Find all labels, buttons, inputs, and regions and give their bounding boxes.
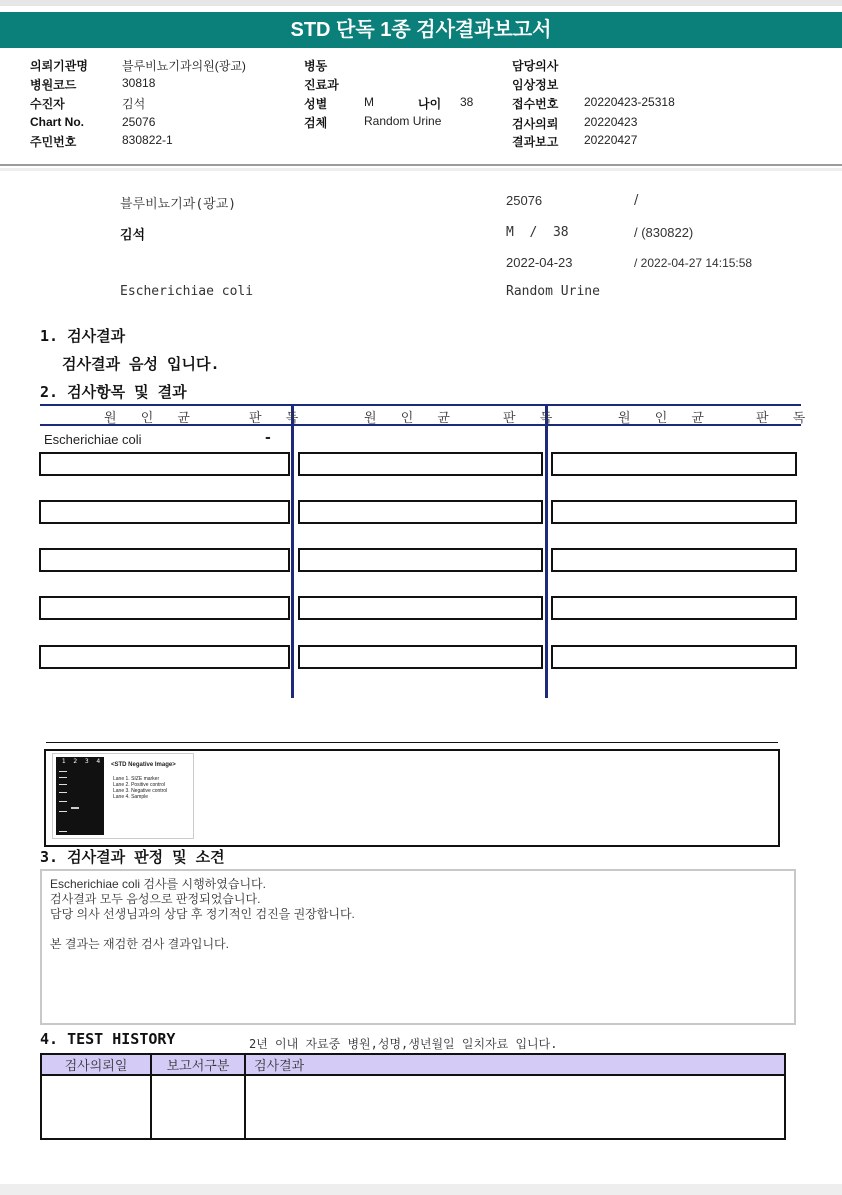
header-value: Random Urine	[364, 114, 442, 128]
image-panel-top-line	[46, 742, 778, 743]
header-value-age: 38	[460, 95, 474, 109]
bottom-edge-bar	[0, 1184, 842, 1195]
summary-request-date: 2022-04-23	[506, 255, 573, 270]
header-value: 김석	[122, 97, 146, 111]
summary-chart-no: 25076	[506, 193, 543, 208]
header-label: 진료과	[304, 78, 339, 92]
result-cell	[298, 645, 543, 669]
result-item-name: Escherichiae coli	[44, 432, 142, 447]
header-value: 830822-1	[122, 133, 173, 147]
header-label: 병원코드	[30, 78, 77, 92]
header-row-request-date	[512, 115, 812, 132]
result-cell	[298, 548, 543, 572]
results-grid-divider	[291, 404, 294, 698]
header-row-hospital-code	[30, 76, 330, 93]
gel-band	[59, 811, 67, 812]
summary-slash: /	[634, 193, 639, 208]
gel-band	[59, 771, 67, 772]
history-cell	[245, 1075, 785, 1139]
header-label: 주민번호	[30, 135, 77, 149]
results-grid-divider	[545, 404, 548, 698]
history-row	[41, 1075, 785, 1139]
summary-birth: / (830822)	[634, 225, 694, 240]
gel-lane-numbers	[58, 758, 104, 765]
col-header-judgement: 판 독	[503, 411, 563, 426]
result-cell	[551, 548, 797, 572]
result-cell	[39, 452, 290, 476]
header-label: 검체	[304, 116, 328, 130]
result-cell	[298, 500, 543, 524]
gel-lane-number: 4	[96, 758, 101, 765]
header-value: 블루비뇨기과의원(광교)	[122, 59, 246, 73]
header-label: 결과보고	[512, 135, 559, 149]
findings-line: Escherichiae coli 검사를 시행하였습니다.	[50, 877, 266, 891]
header-label: 검사의뢰	[512, 117, 559, 131]
section-1-result: 검사결과 음성 입니다.	[62, 355, 220, 373]
section-4-title: 4. TEST HISTORY	[40, 1030, 176, 1048]
result-cell	[298, 452, 543, 476]
gel-heading: <STD Negative Image>	[111, 762, 176, 768]
header-row-sex	[304, 95, 504, 112]
findings-text	[42, 871, 794, 958]
col-header-pathogen: 원 인 균	[364, 411, 460, 426]
header-row-ward	[304, 57, 504, 74]
findings-line: 담당 의사 선생님과의 상담 후 정기적인 검진을 권장합니다.	[50, 907, 355, 921]
result-cell	[39, 548, 290, 572]
header-value: 25076	[122, 115, 156, 129]
summary-report-datetime: / 2022-04-27 14:15:58	[634, 256, 753, 270]
gel-lane-label: Lane 1. SIZE marker	[113, 776, 160, 782]
history-table	[40, 1053, 786, 1140]
gel-band	[59, 801, 67, 802]
header-value: 20220423-25318	[584, 95, 675, 109]
col-header-judgement: 판 독	[756, 411, 816, 426]
gel-band	[59, 792, 67, 793]
header-divider-shadow	[0, 168, 842, 171]
header-row-department	[304, 76, 504, 93]
header-row-specimen	[304, 114, 504, 131]
gel-lanes-panel	[56, 757, 104, 835]
gel-lane-label: Lane 4. Sample	[113, 794, 149, 800]
header-row-clinical-info	[512, 76, 812, 93]
result-cell	[551, 500, 797, 524]
gel-lane-number: 2	[73, 758, 78, 765]
section-1-title: 1. 검사결과	[40, 327, 126, 345]
summary-hospital: 블루비뇨기과(광교)	[120, 197, 237, 212]
header-label: 병동	[304, 59, 328, 73]
section-3-title: 3. 검사결과 판정 및 소견	[40, 848, 225, 866]
findings-line	[50, 922, 786, 937]
result-cell	[551, 596, 797, 620]
summary-specimen: Random Urine	[506, 284, 600, 299]
gel-lane-number: 1	[61, 758, 66, 765]
history-cell	[151, 1075, 245, 1139]
history-col-result: 검사결과	[245, 1054, 785, 1075]
history-cell	[41, 1075, 151, 1139]
header-label-age: 나이	[418, 97, 442, 111]
header-label: 접수번호	[512, 97, 559, 111]
history-col-report-type: 보고서구분	[151, 1054, 245, 1075]
section-2-title: 2. 검사항목 및 결과	[40, 383, 187, 401]
findings-line: 검사결과 모두 음성으로 판정되었습니다.	[50, 892, 261, 906]
header-row-hospital	[30, 57, 330, 74]
header-value: M	[364, 95, 374, 109]
result-item-judgement: -	[265, 430, 271, 446]
header-row-resident-no	[30, 133, 330, 150]
header-value: 20220423	[584, 115, 638, 129]
findings-line: 본 결과는 재검한 검사 결과입니다.	[50, 937, 229, 951]
header-label: 수진자	[30, 97, 65, 111]
result-cell	[551, 452, 797, 476]
col-header-pathogen: 원 인 균	[618, 411, 714, 426]
result-cell	[298, 596, 543, 620]
gel-band	[59, 784, 67, 785]
report-title: STD 단독 1종 검사결과보고서	[0, 12, 842, 48]
gel-lane-label: Lane 2. Positive control	[113, 782, 165, 788]
col-header-pathogen: 원 인 균	[104, 411, 200, 426]
header-row-doctor	[512, 57, 812, 74]
gel-lane-legend	[113, 776, 167, 800]
summary-patient-name: 김석	[120, 228, 146, 243]
history-note: 2년 이내 자료중 병원,성명,생년월일 일치자료 입니다.	[249, 1037, 558, 1051]
header-label: 의뢰기관명	[30, 59, 88, 73]
header-row-patient	[30, 95, 330, 112]
header-label: Chart No.	[30, 115, 84, 129]
findings-box	[40, 869, 796, 1025]
header-divider	[0, 164, 842, 166]
top-edge-bar	[0, 0, 842, 6]
header-label: 임상정보	[512, 78, 559, 92]
gel-band-positive	[71, 807, 79, 809]
result-cell	[39, 645, 290, 669]
gel-band	[59, 831, 67, 832]
gel-image	[52, 753, 194, 839]
results-grid-top-line	[40, 404, 801, 406]
header-row-chart-no	[30, 115, 330, 129]
header-value: 30818	[122, 76, 156, 90]
col-header-judgement: 판 독	[249, 411, 309, 426]
gel-lane-number: 3	[84, 758, 89, 765]
gel-lane-label: Lane 3. Negative control	[113, 788, 168, 794]
summary-sex-age: M / 38	[506, 225, 569, 240]
history-header-row	[41, 1054, 785, 1075]
header-label: 성별	[304, 97, 328, 111]
header-row-receipt-no	[512, 95, 812, 112]
result-cell	[39, 596, 290, 620]
history-col-request-date: 검사의뢰일	[41, 1054, 151, 1075]
summary-test-name: Escherichiae coli	[120, 284, 254, 299]
result-cell	[551, 645, 797, 669]
header-value: 20220427	[584, 133, 638, 147]
header-label: 담당의사	[512, 59, 559, 73]
header-row-report-date	[512, 133, 812, 150]
result-cell	[39, 500, 290, 524]
gel-band	[59, 777, 67, 778]
